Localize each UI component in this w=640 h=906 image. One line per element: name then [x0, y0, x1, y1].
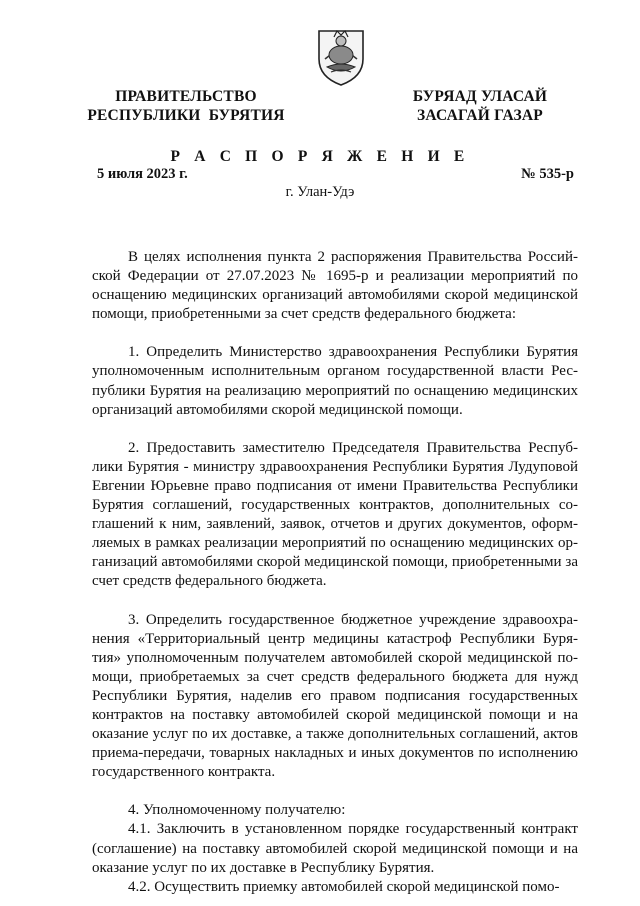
issuer-line-2: РЕСПУБЛИКИ БУРЯТИЯ — [87, 107, 285, 124]
paragraph-3: 3. Определить государственное бюджетное учреждение здравоохра-нения «Территориальный центр медицины катастроф Республики Буря-тия» уполномоченным получателем автомобилей скорой медицинской по-мощи, приобретаемых за счет средств федерального бюджета для нужд Республики Бурятия, наделив его правом подписания государственных контрактов на поставку автомобилей скорой медицинской помощи и на оказание услуг по их доставке, а также дополнительных соглашений, актов приема-передачи, товарных накладных и иных документов по исполнению государственного контракта. — [92, 611, 578, 781]
paragraph-4-1: 4.1. Заключить в установленном порядке государственный контракт (соглашение) на поставку автомобилей скорой медицинской помощи и на оказание услуг по их доставке в Республику Бурятия. — [92, 821, 578, 876]
preamble-paragraph: В целях исполнения пункта 2 распоряжения Правительства Россий-ской Федерации от 27.07.2023 № 1695-р и реализации мероприятий по оснащению медицинских организаций автомобилями скорой медицинской помощи, приобретенными за счет средств федерального бюджета: — [92, 249, 578, 323]
paragraph-1: 1. Определить Министерство здравоохранения Республики Бурятия уполномоченным исполнительным органом государственной власти Рес-публики Бурятия на реализацию мероприятий по оснащению медицинских организаций автомобилями скорой медицинской помощи. — [92, 344, 578, 418]
issuer-buryat-line-1: БУРЯАД УЛАСАЙ — [412, 88, 548, 105]
document-number: № 535-р — [521, 166, 574, 182]
document-city: г. Улан-Удэ — [285, 184, 355, 200]
paragraph-4-2: 4.2. Осуществить приемку автомобилей скорой медицинской помо- — [128, 878, 560, 895]
paragraph-4: 4. Уполномоченному получателю: — [128, 802, 346, 819]
issuer-name-buryat — [405, 87, 555, 125]
issuer-name-russian — [86, 87, 286, 125]
issuer-buryat-line-2: ЗАСАГАЙ ГАЗАР — [417, 107, 543, 124]
issuer-line-1: ПРАВИТЕЛЬСТВО — [115, 88, 257, 105]
coat-of-arms-icon — [315, 25, 367, 87]
paragraph-2: 2. Предоставить заместителю Председателя Правительства Респуб-лики Бурятия - министру здравоохранения Республики Бурятия Лудуповой Евгении Юрьевне право подписания от имени Правительства Республики Бурятия соглашений, государственных контрактов, дополнительных со-глашений к ним, заявлений, заявок, отчетов и других документов, оформ-ляемых в рамках реализации мероприятий по оснащению медицинских ор-ганизаций автомобилями скорой медицинской помощи, приобретенными за счет средств федерального бюджета. — [92, 439, 578, 590]
document-type-title: Р А С П О Р Я Ж Е Н И Е — [170, 148, 470, 165]
document-body — [92, 248, 578, 897]
document-date: 5 июля 2023 г. — [97, 166, 188, 182]
